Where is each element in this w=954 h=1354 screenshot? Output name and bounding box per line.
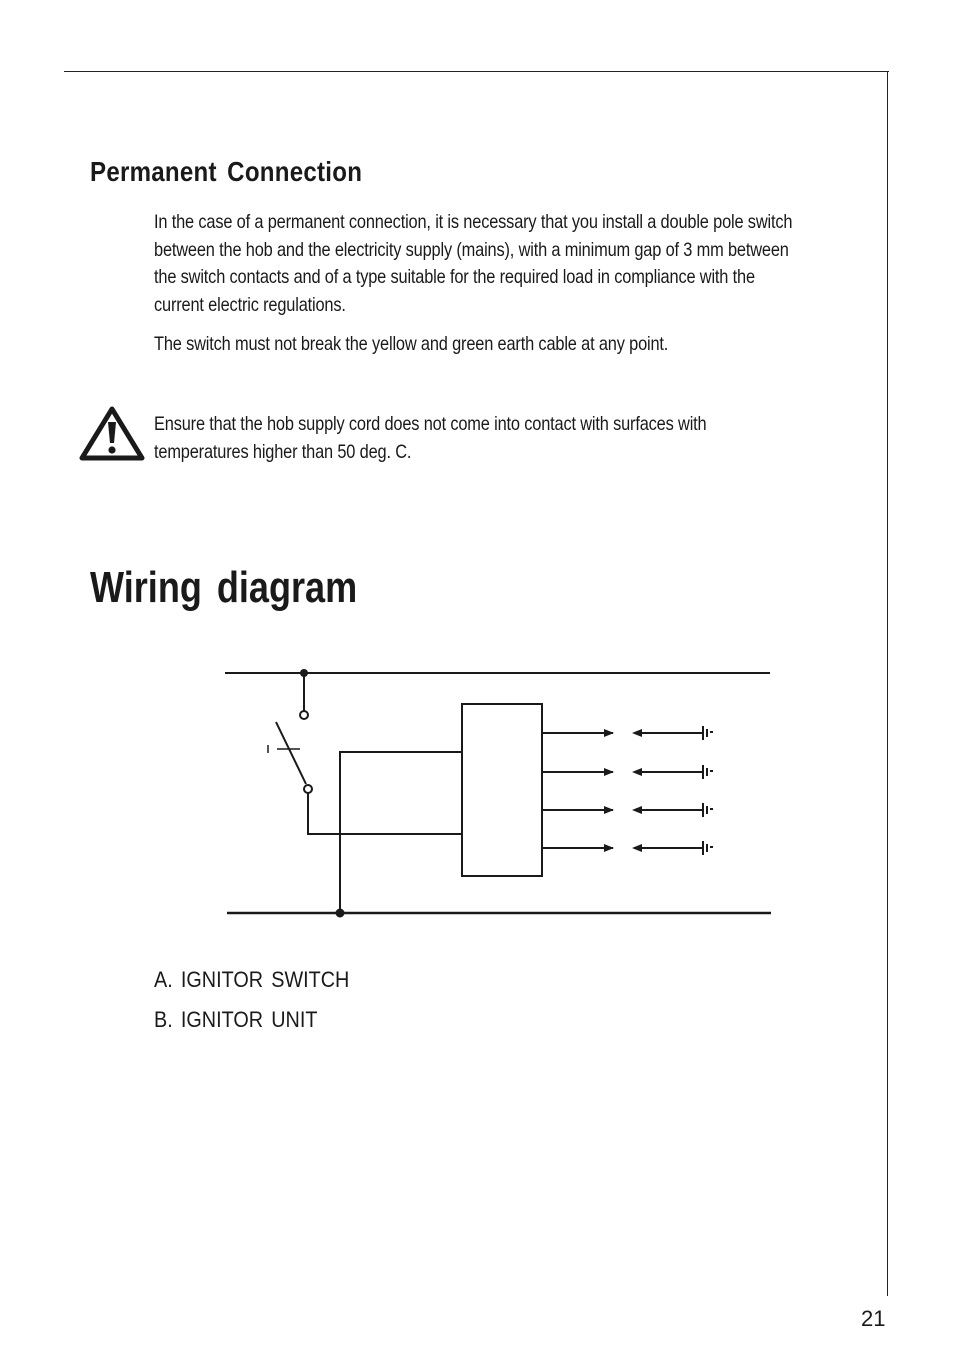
page-number: 21 xyxy=(861,1306,886,1331)
right-rule xyxy=(887,71,888,1296)
neutral-wire xyxy=(340,752,462,913)
ignitor-unit-box xyxy=(462,704,542,876)
wiring-title: Wiring diagram xyxy=(90,563,358,612)
warning-line: Ensure that the hob supply cord does not come into contact with surfaces with xyxy=(154,413,707,435)
ignitor-switch xyxy=(268,673,462,834)
supply-line-top xyxy=(225,669,770,677)
warning-triangle-icon xyxy=(79,405,145,461)
warning-text xyxy=(154,411,868,466)
paragraph-line: the switch contacts and of a type suitable for the required load in compliance with the xyxy=(154,266,755,288)
top-rule xyxy=(64,71,889,72)
earth-cable-note: The switch must not break the yellow and green earth cable at any point. xyxy=(154,333,669,355)
connection-paragraph xyxy=(154,209,868,319)
section-heading: Permanent Connection xyxy=(90,156,363,187)
spark-electrodes xyxy=(632,726,713,855)
wiring-diagram xyxy=(220,660,780,930)
legend-ignitor-switch: A. IGNITOR SWITCH xyxy=(154,967,350,992)
warning-line: temperatures higher than 50 deg. C. xyxy=(154,440,412,463)
paragraph-line: current electric regulations. xyxy=(154,293,346,316)
legend-ignitor-unit: B. IGNITOR UNIT xyxy=(154,1007,318,1032)
paragraph-line: In the case of a permanent connection, it is necessary that you install a double pole switch xyxy=(154,211,793,233)
ignitor-outputs xyxy=(542,733,613,848)
supply-line-bottom xyxy=(227,909,771,918)
paragraph-line: between the hob and the electricity supply (mains), with a minimum gap of 3 mm between xyxy=(154,238,789,261)
